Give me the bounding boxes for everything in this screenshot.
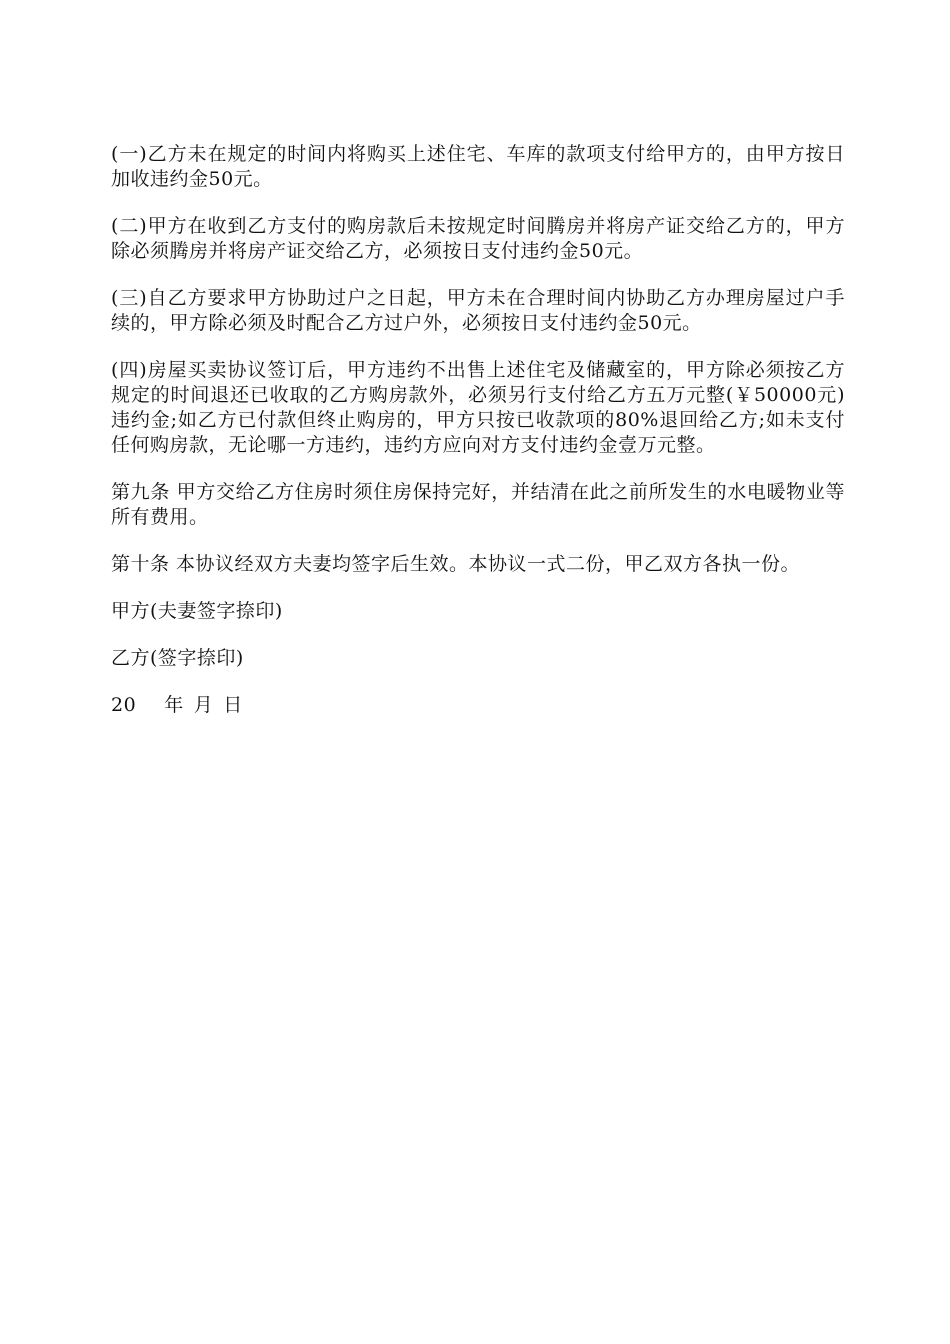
article-nine: 第九条 甲方交给乙方住房时须住房保持完好，并结清在此之前所发生的水电暖物业等所有费用。 bbox=[111, 481, 845, 528]
date-month-label: 月 bbox=[193, 694, 214, 716]
signature-party-a: 甲方(夫妻签字捺印) bbox=[111, 600, 283, 622]
date-year-label: 年 bbox=[164, 694, 184, 716]
date-year-prefix: 20 bbox=[111, 694, 137, 716]
clause-penalty-4: (四)房屋买卖协议签订后，甲方违约不出售上述住宅及储藏室的，甲方除必须按乙方规定的时间退还已收取的乙方购房款外，必须另行支付给乙方五万元整(￥50000元)违约金;如乙方已付款但终止购房的，甲方只按已收款项的80%退回给乙方;如未支付任何购房款，无论哪一方违约，违约方应向对方支付违约金壹万元整。 bbox=[111, 359, 845, 456]
signature-party-b: 乙方(签字捺印) bbox=[111, 647, 244, 669]
clause-penalty-3: (三)自乙方要求甲方协助过户之日起，甲方未在合理时间内协助乙方办理房屋过户手续的，甲方除必须及时配合乙方过户外，必须按日支付违约金50元。 bbox=[111, 287, 845, 334]
document-body bbox=[111, 142, 845, 718]
clause-penalty-2: (二)甲方在收到乙方支付的购房款后未按规定时间腾房并将房产证交给乙方的，甲方除必须腾房并将房产证交给乙方，必须按日支付违约金50元。 bbox=[111, 215, 845, 262]
clause-penalty-1: (一)乙方未在规定的时间内将购买上述住宅、车库的款项支付给甲方的，由甲方按日加收违约金50元。 bbox=[111, 143, 845, 190]
article-ten: 第十条 本协议经双方夫妻均签字后生效。本协议一式二份，甲乙双方各执一份。 bbox=[111, 553, 801, 575]
date-day-label: 日 bbox=[223, 694, 243, 716]
signing-date bbox=[111, 693, 845, 718]
